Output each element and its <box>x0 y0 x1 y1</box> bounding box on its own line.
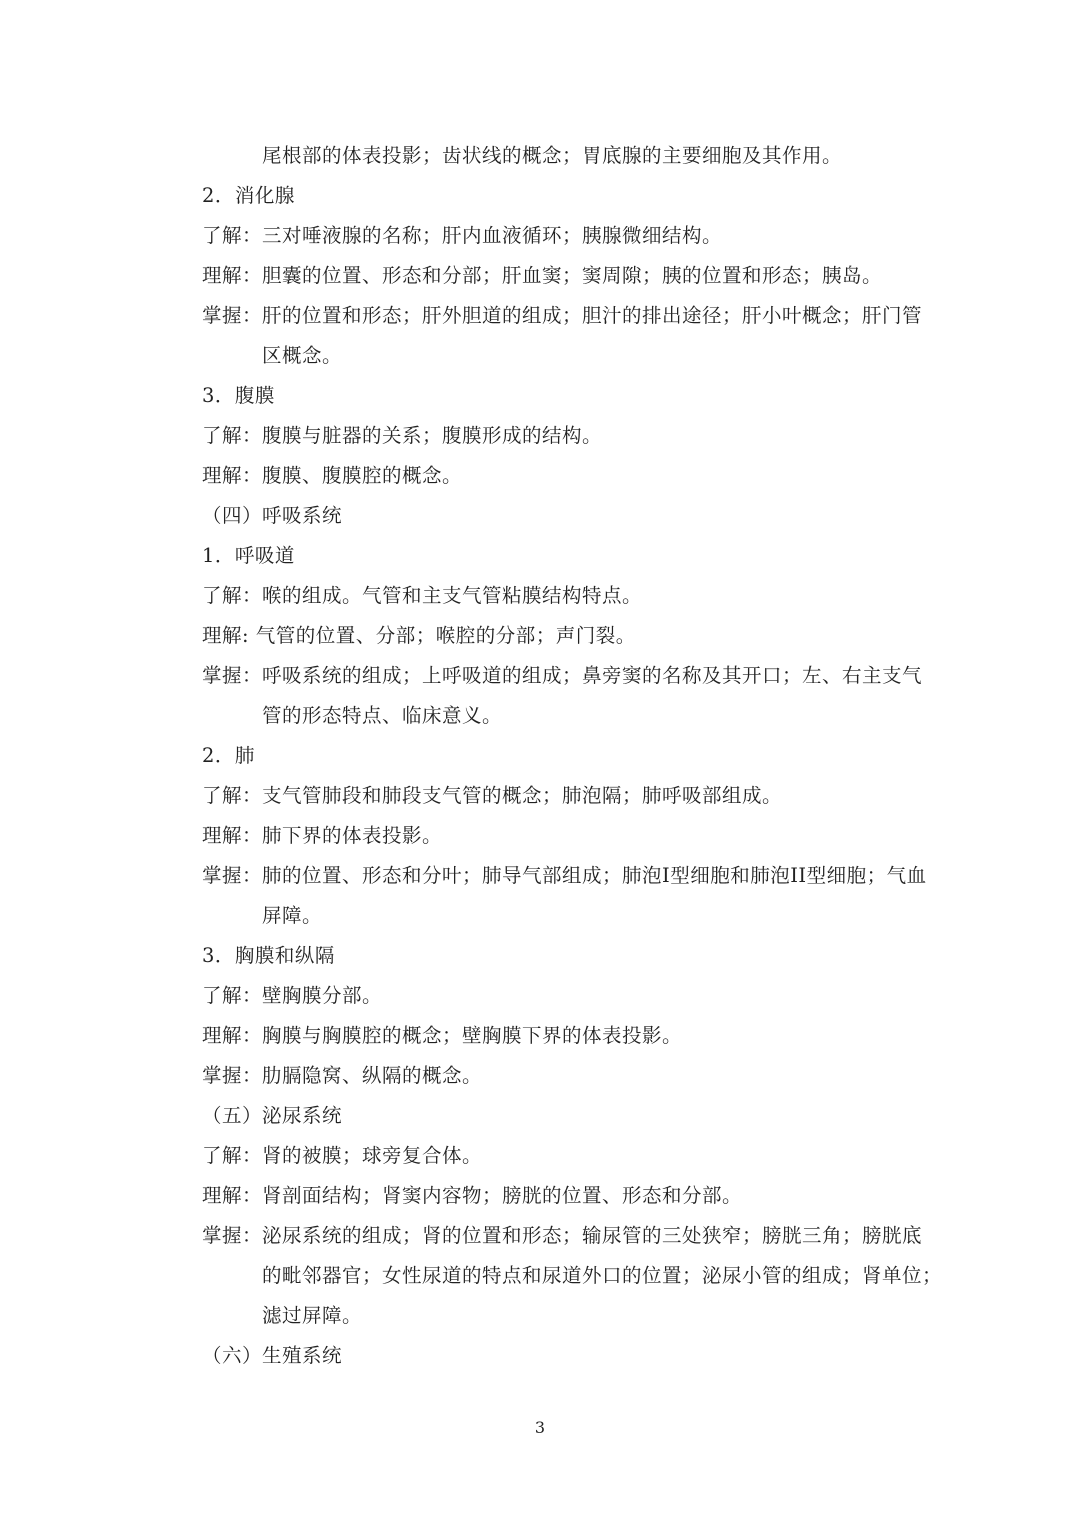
text-line: 理解：腹膜、腹膜腔的概念。 <box>202 464 463 487</box>
text-line: 管的形态特点、临床意义。 <box>262 704 503 727</box>
section-heading: 1．呼吸道 <box>202 544 295 567</box>
text-line: 掌握：泌尿系统的组成；肾的位置和形态；输尿管的三处狭窄；膀胱三角；膀胱底 <box>202 1224 923 1247</box>
text-line: 理解：肺下界的体表投影。 <box>202 824 443 847</box>
text-line: 屏障。 <box>262 904 323 927</box>
text-line: 理解: 气管的位置、分部；喉腔的分部；声门裂。 <box>202 624 636 647</box>
chapter-heading: （五）泌尿系统 <box>202 1104 343 1127</box>
text-line: 了解：壁胸膜分部。 <box>202 984 383 1007</box>
section-heading: 3．腹膜 <box>202 384 275 407</box>
text-line: 了解：喉的组成。气管和主支气管粘膜结构特点。 <box>202 584 643 607</box>
section-heading: 3．胸膜和纵隔 <box>202 944 335 967</box>
text-line: 掌握：肺的位置、形态和分叶；肺导气部组成；肺泡I型细胞和肺泡II型细胞；气血 <box>202 864 927 887</box>
text-line: 理解：胸膜与胸膜腔的概念；壁胸膜下界的体表投影。 <box>202 1024 683 1047</box>
text-line: 了解：支气管肺段和肺段支气管的概念；肺泡隔；肺呼吸部组成。 <box>202 784 783 807</box>
section-heading: 2．消化腺 <box>202 184 295 207</box>
text-line: 尾根部的体表投影；齿状线的概念；胃底腺的主要细胞及其作用。 <box>262 144 843 167</box>
text-line: 掌握：呼吸系统的组成；上呼吸道的组成；鼻旁窦的名称及其开口；左、右主支气 <box>202 664 923 687</box>
section-heading: 2．肺 <box>202 744 255 767</box>
chapter-heading: （六）生殖系统 <box>202 1344 343 1367</box>
text-line: 区概念。 <box>262 344 343 367</box>
text-line: 的毗邻器官；女性尿道的特点和尿道外口的位置；泌尿小管的组成；肾单位； <box>262 1264 943 1287</box>
text-line: 掌握：肋膈隐窝、纵隔的概念。 <box>202 1064 483 1087</box>
text-line: 了解：腹膜与脏器的关系；腹膜形成的结构。 <box>202 424 603 447</box>
text-line: 掌握：肝的位置和形态；肝外胆道的组成；胆汁的排出途径；肝小叶概念；肝门管 <box>202 304 923 327</box>
text-line: 理解：肾剖面结构；肾窦内容物；膀胱的位置、形态和分部。 <box>202 1184 743 1207</box>
page-content <box>202 136 943 1376</box>
text-line: 了解：三对唾液腺的名称；肝内血液循环；胰腺微细结构。 <box>202 224 723 247</box>
text-line: 滤过屏障。 <box>262 1304 363 1327</box>
text-line: 了解：肾的被膜；球旁复合体。 <box>202 1144 483 1167</box>
page-number: 3 <box>534 1418 546 1437</box>
chapter-heading: （四）呼吸系统 <box>202 504 343 527</box>
text-line: 理解：胆囊的位置、形态和分部；肝血窦；窦周隙；胰的位置和形态；胰岛。 <box>202 264 883 287</box>
